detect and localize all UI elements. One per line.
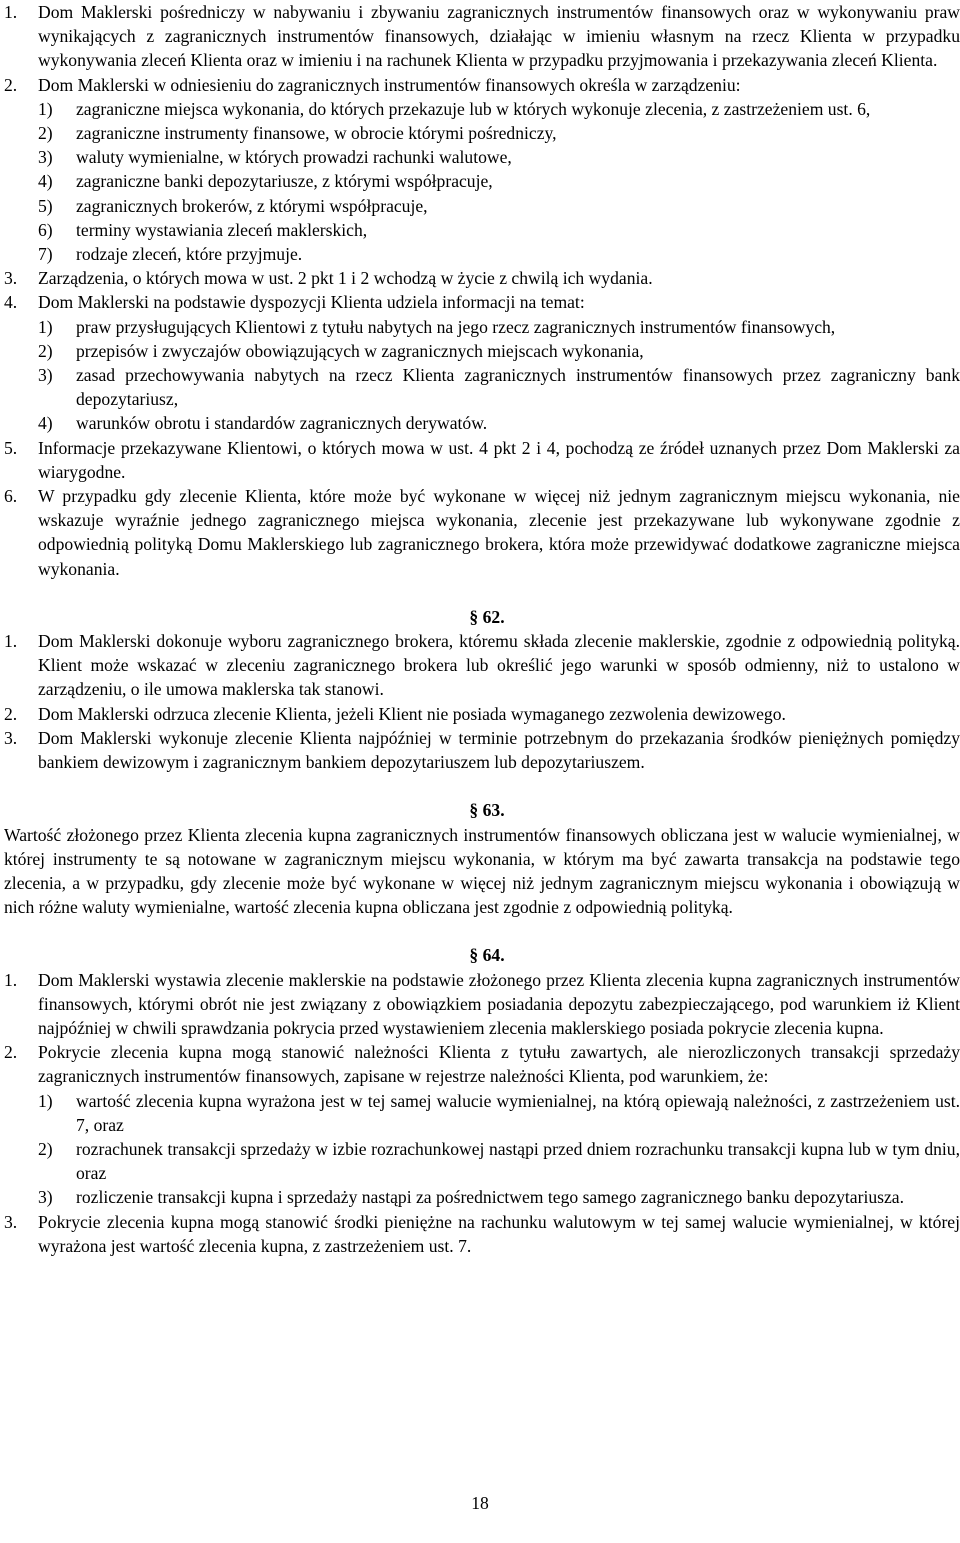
sub-item-text: zagraniczne miejsca wykonania, do których przekazuje lub w których wykonuje zlecenia, z zastrzeżeniem ust. 6, — [76, 98, 871, 119]
item-number: 2. — [4, 1042, 18, 1063]
item-number: 1. — [4, 969, 18, 990]
item-number: 3. — [4, 268, 18, 289]
list-item — [0, 0, 960, 73]
sub-item — [38, 339, 960, 363]
item-text: Dom Maklerski wystawia zlecenie maklerskie na podstawie złożonego przez Klienta zlecenia kupna zagranicznych instrumentów finansowych, którymi obrót nie jest związany z obowiązkiem posiadania depozytu zabezpieczającego, pod warunkiem iż Klient najpóźniej w chwili sprawdzania pokrycia przed wystawieniem zlecenia maklerskiego posiada pokrycie zlecenia kupna. — [38, 969, 960, 1038]
sub-item — [38, 169, 960, 193]
sub-item-number: 3) — [38, 147, 53, 168]
sub-item — [38, 1185, 960, 1209]
sub-item — [38, 1137, 960, 1185]
list-item — [0, 290, 960, 314]
item-text: W przypadku gdy zlecenie Klienta, które może być wykonane w więcej niż jednym zagranicznym miejscu wykonania, nie wskazuje wyraźnie jednego zagranicznego miejsca wykonania, zlecenie jest przekazywane lub wykonywane zgodnie z odpowiednią polityką Domu Maklerskiego lub zagranicznego brokera, która może przewidywać dodatkowe zagraniczne miejsca wykonania. — [38, 486, 960, 579]
sub-item-text: zagraniczne instrumenty finansowe, w obrocie którymi pośredniczy, — [76, 123, 557, 144]
item-text: Pokrycie zlecenia kupna mogą stanowić środki pieniężne na rachunku walutowym w tej samej walucie wymienialnej, w której wyrażona jest wartość zlecenia kupna, z zastrzeżeniem ust. 7. — [38, 1211, 960, 1256]
paragraph-text: Wartość złożonego przez Klienta zlecenia kupna zagranicznych instrumentów finansowych obliczana jest w walucie wymienialnej, w której instrumenty te są notowane w zagranicznym miejscu wykonania, w którym ma być zawarta transakcja na podstawie tego zlecenia, a w przypadku, gdy zlecenie może być wykonane w więcej niż jednym zagranicznym miejscu wykonania i obowiązują w nich różne waluty wymienialne, wartość zlecenia kupna obliczana jest zgodnie z odpowiednią polityką. — [4, 824, 960, 918]
sub-item-text: rodzaje zleceń, które przyjmuje. — [76, 244, 303, 265]
list-item — [0, 484, 960, 581]
list-item — [0, 436, 960, 484]
sub-item-number: 1) — [38, 1090, 53, 1111]
sub-item-text: praw przysługujących Klientowi z tytułu nabytych na jego rzecz zagranicznych instrumentów finansowych, — [76, 316, 836, 337]
section-heading: § 62. — [469, 606, 505, 627]
sub-item — [38, 1089, 960, 1137]
sub-item-number: 2) — [38, 123, 53, 144]
item-text: Dom Maklerski wykonuje zlecenie Klienta najpóźniej w terminie potrzebnym do przekazania środków pieniężnych pomiędzy bankiem dewizowym i zagranicznym bankiem depozytariuszem lub depozytariuszem. — [38, 727, 960, 773]
sub-item-text: terminy wystawiania zleceń maklerskich, — [76, 219, 368, 240]
sub-item-number: 4) — [38, 171, 53, 192]
item-text: Dom Maklerski odrzuca zlecenie Klienta, jeżeli Klient nie posiada wymaganego zezwolenia dewizowego. — [38, 703, 786, 724]
item-text: Informacje przekazywane Klientowi, o których mowa w ust. 4 pkt 2 i 4, pochodzą ze źródeł uznanych przez Dom Maklerski za wiarygodne. — [38, 437, 960, 482]
item-number: 3. — [4, 727, 18, 748]
section-heading: § 64. — [469, 945, 505, 966]
item-number: 2. — [4, 703, 18, 724]
list-item — [0, 1040, 960, 1088]
sub-item-number: 5) — [38, 195, 53, 216]
section-63 — [0, 798, 960, 919]
item-text: Dom Maklerski dokonuje wyboru zagranicznego brokera, któremu składa zlecenie maklerskie, zgodnie z odpowiednią polityką. Klient może wskazać w zleceniu zagranicznego brokera lub określić jego warunki w sposób odmienny, niż to ustalono w zarządzeniu, o ile umowa maklerska tak stanowi. — [38, 631, 960, 700]
item-text: Zarządzenia, o których mowa w ust. 2 pkt 1 i 2 wchodzą w życie z chwilą ich wydania. — [38, 268, 653, 289]
item-text: Dom Maklerski pośredniczy w nabywaniu i zbywaniu zagranicznych instrumentów finansowych oraz w wykonywaniu praw wynikających z zagranicznych instrumentów finansowych, działając w imieniu własnym na rzecz Klienta w przypadku wykonywania zleceń Klienta oraz w imieniu i na rachunek Klienta w przypadku przyjmowania i przekazywania zleceń Klienta. — [38, 2, 960, 71]
sub-item-text: zagranicznych brokerów, z którymi współpracuje, — [76, 195, 428, 216]
sub-item-text: zagraniczne banki depozytariusze, z którymi współpracuje, — [76, 171, 493, 192]
sub-item-number: 2) — [38, 1138, 53, 1159]
list-item — [0, 702, 960, 726]
item-number: 1. — [4, 2, 18, 22]
sub-item-text: waluty wymienialne, w których prowadzi rachunki walutowe, — [76, 147, 512, 168]
item-number: 2. — [4, 74, 18, 95]
sub-item-text: warunków obrotu i standardów zagranicznych derywatów. — [76, 413, 488, 434]
sub-item-text: przepisów i zwyczajów obowiązujących w zagranicznych miejscach wykonania, — [76, 340, 644, 361]
sub-item — [38, 411, 960, 435]
list-item — [0, 726, 960, 774]
sub-item-number: 7) — [38, 244, 53, 265]
item-number: 4. — [4, 292, 18, 313]
section-62 — [0, 605, 960, 774]
sub-item — [38, 242, 960, 266]
list-item — [0, 968, 960, 1041]
sub-item-text: rozrachunek transakcji sprzedaży w izbie rozrachunkowej nastąpi przed dniem rozrachunku transakcji kupna lub w tym dniu, oraz — [76, 1138, 960, 1184]
sub-item-number: 4) — [38, 413, 53, 434]
sub-item — [38, 97, 960, 121]
sub-item — [38, 218, 960, 242]
item-number: 6. — [4, 486, 18, 507]
list-item — [0, 73, 960, 97]
item-number: 3. — [4, 1211, 18, 1232]
sub-item-text: zasad przechowywania nabytych na rzecz Klienta zagranicznych instrumentów finansowych przez zagraniczny bank depozytariusz, — [76, 365, 960, 410]
sub-item — [38, 121, 960, 145]
page-number: 18 — [471, 1493, 489, 1513]
sub-item-text: rozliczenie transakcji kupna i sprzedaży nastąpi za pośrednictwem tego samego zagranicznego banku depozytariusza. — [76, 1187, 905, 1208]
sub-item — [38, 363, 960, 411]
list-item — [0, 1210, 960, 1258]
sub-item — [38, 194, 960, 218]
item-number: 5. — [4, 437, 18, 458]
item-text: Dom Maklerski w odniesieniu do zagranicznych instrumentów finansowych określa w zarządzeniu: — [38, 74, 741, 95]
item-text: Pokrycie zlecenia kupna mogą stanowić należności Klienta z tytułu zawartych, ale nierozliczonych transakcji sprzedaży zagranicznych instrumentów finansowych, zapisane w rejestrze należności Klienta, pod warunkiem, że: — [38, 1042, 960, 1087]
sub-item-text: wartość zlecenia kupna wyrażona jest w tej samej walucie wymienialnej, na którą opiewają należności, z zastrzeżeniem ust. 7, oraz — [76, 1090, 960, 1135]
sub-item-number: 3) — [38, 365, 53, 386]
section-top — [0, 0, 960, 581]
sub-item-number: 1) — [38, 316, 53, 337]
list-item — [0, 629, 960, 702]
section-heading: § 63. — [469, 800, 505, 821]
sub-item — [38, 145, 960, 169]
section-64 — [0, 943, 960, 1258]
sub-item-number: 3) — [38, 1187, 53, 1208]
sub-item-number: 1) — [38, 98, 53, 119]
sub-item-number: 6) — [38, 219, 53, 240]
sub-item-number: 2) — [38, 340, 53, 361]
item-text: Dom Maklerski na podstawie dyspozycji Klienta udziela informacji na temat: — [38, 292, 585, 313]
item-number: 1. — [4, 631, 18, 652]
list-item — [0, 266, 960, 290]
sub-item — [38, 315, 960, 339]
